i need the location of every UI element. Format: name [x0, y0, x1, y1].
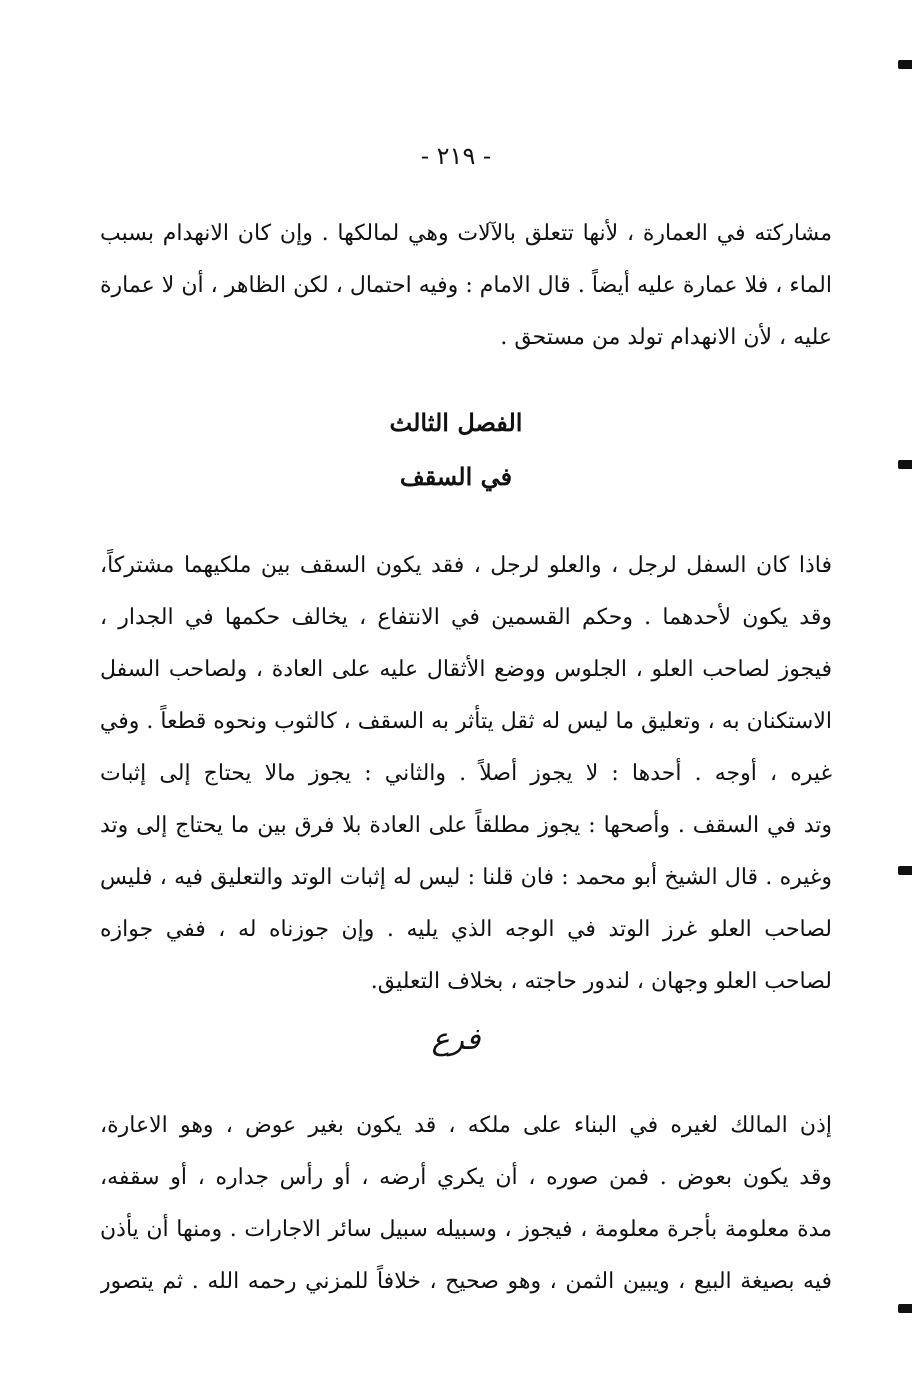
paragraph-3	[100, 1100, 832, 1308]
branch-heading: فرع	[431, 1022, 481, 1057]
paragraph-1	[100, 208, 832, 364]
paragraph-line: فيجوز لصاحب العلو ، الجلوس ووضع الأثقال عليه على العادة ، ولصاحب السفل	[100, 657, 832, 682]
paragraph-line: الاستكنان به ، وتعليق ما ليس له ثقل يتأثر به السقف ، كالثوب ونحوه قطعاً . وفي	[100, 709, 832, 734]
paragraph-line: مشاركته في العمارة ، لأنها تتعلق بالآلات وهي لمالكها . وإن كان الانهدام بسبب	[100, 221, 832, 246]
page-number: - ٢١٩ -	[420, 142, 492, 170]
paragraph-line: الماء ، فلا عمارة عليه أيضاً . قال الامام : وفيه احتمال ، لكن الظاهر ، أن لا عمارة	[100, 273, 832, 298]
chapter-subheading: في السقف	[399, 462, 513, 491]
paragraph-line: لصاحب العلو غرز الوتد في الوجه الذي يليه . وإن جوزناه له ، ففي جوازه	[100, 917, 832, 942]
paragraph-line: وقد يكون لأحدهما . وحكم القسمين في الانتفاع ، يخالف حكمها في الجدار ،	[100, 605, 832, 630]
paragraph-line: عليه ، لأن الانهدام تولد من مستحق .	[500, 325, 832, 350]
chapter-heading: الفصل الثالث	[389, 408, 523, 437]
paragraph-line: فيه بصيغة البيع ، ويبين الثمن ، وهو صحيح ، خلافاً للمزني رحمه الله . ثم يتصور	[100, 1269, 832, 1294]
scan-edge-mark	[898, 60, 912, 69]
scan-edge-mark	[898, 460, 912, 469]
paragraph-line: فاذا كان السفل لرجل ، والعلو لرجل ، فقد يكون السقف بين ملكيهما مشتركاً،	[100, 553, 832, 578]
paragraph-line: لصاحب العلو وجهان ، لندور حاجته ، بخلاف التعليق.	[370, 969, 832, 994]
scan-edge-mark	[898, 866, 912, 875]
paragraph-line: مدة معلومة بأجرة معلومة ، فيجوز ، وسبيله سبيل سائر الاجارات . ومنها أن يأذن	[100, 1217, 832, 1242]
paragraph-line: وقد يكون بعوض . فمن صوره ، أن يكري أرضه ، أو رأس جداره ، أو سقفه،	[100, 1165, 832, 1190]
paragraph-line: غيره ، أوجه . أحدها : لا يجوز أصلاً . والثاني : يجوز مالا يحتاج إلى إثبات	[100, 761, 832, 786]
paragraph-line: إذن المالك لغيره في البناء على ملكه ، قد يكون بغير عوض ، وهو الاعارة،	[100, 1113, 832, 1138]
paragraph-2	[100, 540, 832, 1008]
paragraph-line: وغيره . قال الشيخ أبو محمد : فان قلنا : ليس له إثبات الوتد والتعليق فيه ، فليس	[100, 865, 832, 890]
scan-edge-mark	[898, 1304, 912, 1313]
paragraph-line: وتد في السقف . وأصحها : يجوز مطلقاً على العادة بلا فرق بين ما يحتاج إلى وتد	[100, 813, 832, 838]
